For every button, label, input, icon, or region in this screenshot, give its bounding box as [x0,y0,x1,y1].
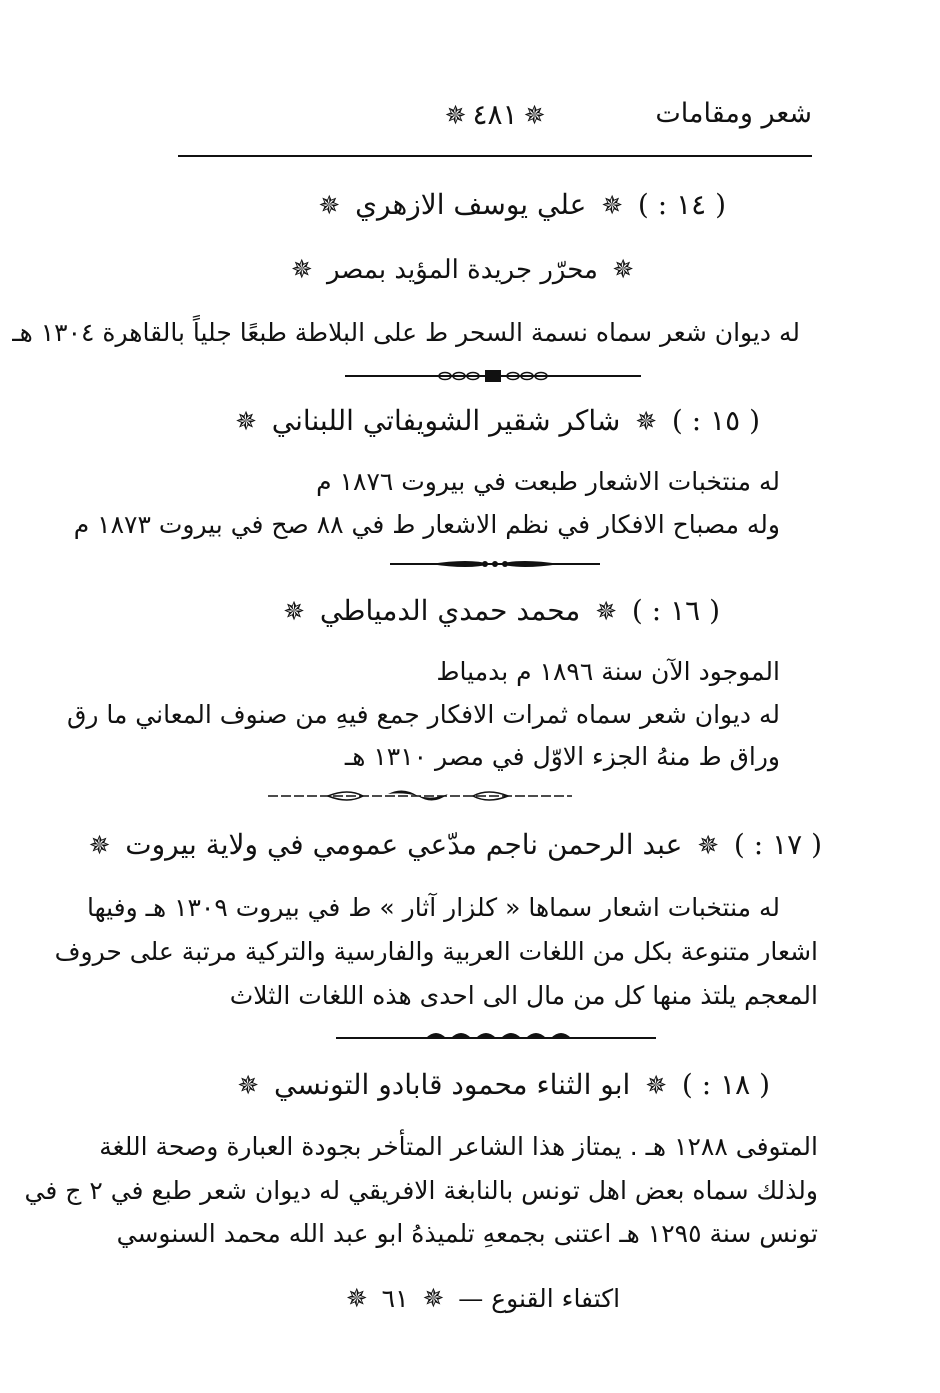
star-ornament-icon: ✵ [697,831,720,861]
star-ornament-icon: ✵ [523,101,546,131]
entry-name: شاكر شقير الشويفاتي اللبناني [271,404,621,437]
header-rule [178,155,812,157]
star-ornament-icon: ✵ [595,597,618,627]
entry-number: ( ١٨ : ) [681,1068,770,1101]
star-ornament-icon: ✵ [635,407,658,437]
text-line: تونس سنة ١٢٩٥ هـ اعتنى بجمعهِ تلميذهُ ابو عبد الله محمد السنوسي [116,1219,818,1248]
entry-number: ( ١٦ : ) [631,594,720,627]
footer-title: اكتفاء القنوع — [458,1284,621,1313]
text-line: له منتخبات الاشعار طبعت في بيروت ١٨٧٦ م [316,467,780,496]
entry-heading [312,188,726,221]
entry-heading [229,404,760,437]
star-ornament-icon: ✵ [88,831,111,861]
entry-number: ( ١٧ : ) [733,828,822,861]
star-ornament-icon: ✵ [345,1284,368,1314]
star-ornament-icon: ✵ [601,191,624,221]
entry-heading [231,1068,770,1101]
text-line: له منتخبات اشعار سماها « كلزار آثار » ط في بيروت ١٣٠٩ هـ وفيها [86,893,780,922]
running-header [178,92,812,144]
ornamental-divider [345,366,641,386]
entry-heading [83,828,822,861]
entry-subtitle: ✵ محرّر جريدة المؤيد بمصر ✵ [290,255,634,285]
section-title: شعر ومقامات [655,98,812,129]
star-ornament-icon: ✵ [237,1071,260,1101]
page-footer [330,1284,630,1314]
text-line: اشعار متنوعة بكل من اللغات العربية والفارسية والتركية مرتبة على حروف [54,937,818,966]
text-line: المعجم يلتذ منها كل من مال الى احدى هذه اللغات الثلاث [229,981,818,1010]
star-ornament-icon: ✵ [290,255,313,285]
star-ornament-icon: ✵ [235,407,257,437]
ornamental-divider [390,556,600,572]
ornamental-divider [336,1026,656,1046]
entry-number: ( ١٤ : ) [637,188,726,221]
text-line: له ديوان شعر سماه نسمة السحر ط على البلاطة طبعًا جلياً بالقاهرة ١٣٠٤ هـ [12,318,800,347]
entry-name: ابو الثناء محمود قابادو التونسي [274,1068,631,1101]
text-line: وراق ط منهُ الجزء الاوّل في مصر ١٣١٠ هـ [344,742,780,771]
page-number: ٤٨١ [472,98,518,131]
star-ornament-icon: ✵ [444,101,467,131]
entry-number: ( ١٥ : ) [671,404,760,437]
footer-number: ٦١ [381,1284,409,1313]
text-line: له ديوان شعر سماه ثمرات الافكار جمع فيهِ من صنوف المعاني ما رق [66,700,780,729]
entry-name: علي يوسف الازهري [355,188,587,221]
page-number-group [178,98,812,131]
text-line: وله مصباح الافكار في نظم الاشعار ط في ٨٨ صح في بيروت ١٨٧٣ م [73,510,780,539]
entry-heading [277,594,720,627]
text-line: المتوفى ١٢٨٨ هـ . يمتاز هذا الشاعر المتأخر بجودة العبارة وصحة اللغة [99,1132,818,1161]
star-ornament-icon: ✵ [612,255,634,285]
star-ornament-icon: ✵ [283,597,305,627]
entry-name: عبد الرحمن ناجم مدّعي عمومي في ولاية بيروت [125,828,683,861]
star-ornament-icon: ✵ [318,191,341,221]
ornamental-divider [268,786,572,806]
star-ornament-icon: ✵ [422,1284,445,1314]
text-line: الموجود الآن سنة ١٨٩٦ م بدمياط [436,657,780,686]
star-ornament-icon: ✵ [645,1071,668,1101]
entry-name: محمد حمدي الدمياطي [319,594,581,627]
text-line: ولذلك سماه بعض اهل تونس بالنابغة الافريقي له ديوان شعر طبع في ٢ ج في [24,1176,818,1205]
